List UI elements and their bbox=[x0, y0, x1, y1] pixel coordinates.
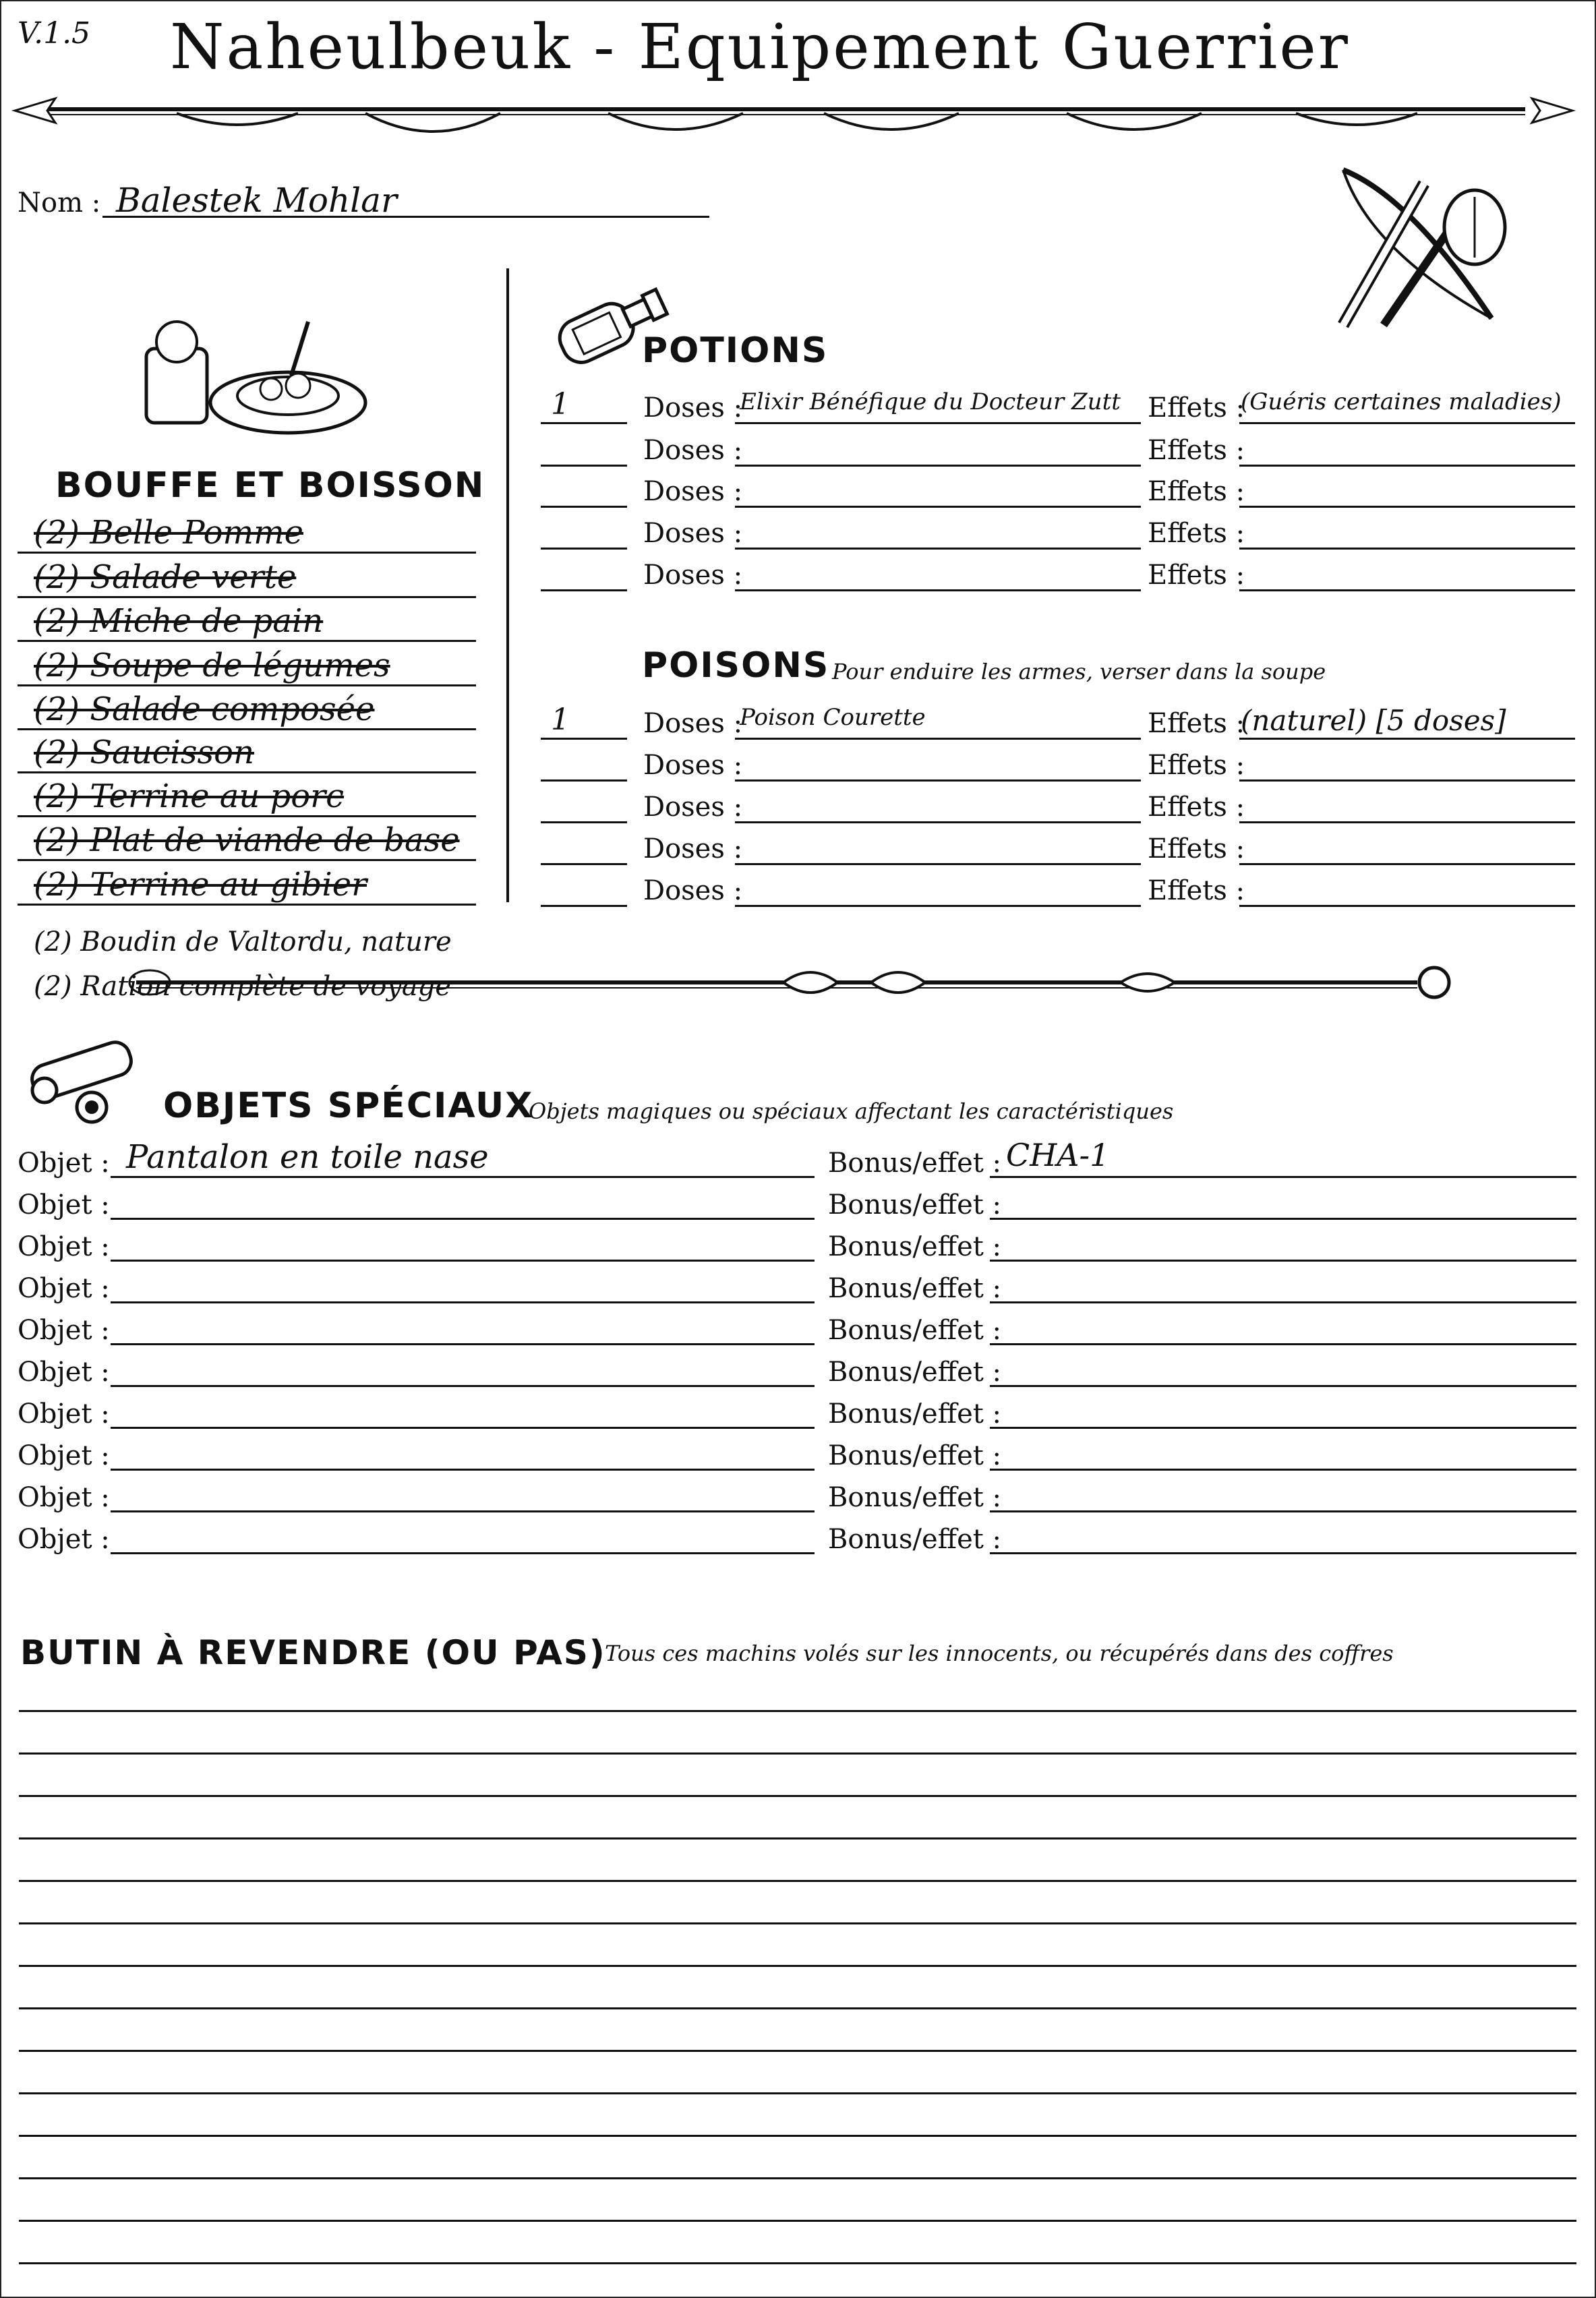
butin-line[interactable] bbox=[19, 1880, 1576, 1882]
bonus-underline bbox=[990, 1218, 1576, 1220]
name-underline bbox=[735, 863, 1141, 865]
name-underline bbox=[735, 821, 1141, 823]
qty-underline bbox=[541, 905, 627, 907]
bonus-label: Bonus/effet : bbox=[828, 1482, 1002, 1513]
objet-underline bbox=[111, 1176, 815, 1178]
version-label: V.1.5 bbox=[18, 16, 91, 51]
objet-label: Objet : bbox=[18, 1357, 110, 1388]
bonus-label: Bonus/effet : bbox=[828, 1189, 1002, 1220]
food-item[interactable]: (2) Terrine au porc bbox=[34, 777, 345, 815]
nom-field[interactable]: Balestek Mohlar bbox=[116, 181, 397, 220]
bouffe-title: BOUFFE ET BOISSON bbox=[55, 465, 485, 506]
food-item[interactable]: (2) Saucisson bbox=[34, 734, 254, 771]
doses-label: Doses : bbox=[643, 833, 743, 864]
bonus-label: Bonus/effet : bbox=[828, 1357, 1002, 1388]
objet-label: Objet : bbox=[18, 1148, 110, 1179]
food-item-underline bbox=[18, 596, 476, 598]
objet-label: Objet : bbox=[18, 1482, 110, 1513]
bonus-underline bbox=[990, 1510, 1576, 1512]
qty-field[interactable]: 1 bbox=[551, 703, 570, 737]
qty-underline bbox=[541, 779, 627, 782]
doses-label: Doses : bbox=[643, 392, 743, 423]
objet-underline bbox=[111, 1469, 815, 1471]
doses-label: Doses : bbox=[643, 518, 743, 549]
effet-underline bbox=[1239, 506, 1575, 508]
effet-underline bbox=[1239, 821, 1575, 823]
qty-underline bbox=[541, 589, 627, 591]
effet-underline bbox=[1239, 738, 1575, 740]
butin-line[interactable] bbox=[19, 1795, 1576, 1797]
objet-label: Objet : bbox=[18, 1398, 110, 1430]
objet-field[interactable]: Pantalon en toile nase bbox=[126, 1138, 489, 1176]
name-underline bbox=[735, 465, 1141, 467]
food-item-underline bbox=[18, 728, 476, 730]
qty-underline bbox=[541, 738, 627, 740]
bonus-label: Bonus/effet : bbox=[828, 1524, 1002, 1555]
effet-underline bbox=[1239, 779, 1575, 782]
objet-label: Objet : bbox=[18, 1440, 110, 1471]
butin-title: BUTIN À REVENDRE (OU PAS) bbox=[20, 1633, 606, 1672]
name-underline bbox=[735, 589, 1141, 591]
objet-label: Objet : bbox=[18, 1524, 110, 1555]
bonus-underline bbox=[990, 1176, 1576, 1178]
qty-underline bbox=[541, 465, 627, 467]
butin-line[interactable] bbox=[19, 2220, 1576, 2222]
potions-name-field[interactable]: Elixir Bénéfique du Docteur Zutt bbox=[740, 388, 1121, 415]
effet-underline bbox=[1239, 863, 1575, 865]
food-item[interactable]: (2) Salade verte bbox=[34, 558, 297, 596]
butin-line[interactable] bbox=[19, 2135, 1576, 2137]
effets-label: Effets : bbox=[1148, 750, 1245, 781]
food-item[interactable]: (2) Soupe de légumes bbox=[34, 647, 390, 684]
qty-underline bbox=[541, 422, 627, 424]
effets-label: Effets : bbox=[1148, 560, 1245, 591]
objet-underline bbox=[111, 1343, 815, 1345]
bonus-underline bbox=[990, 1343, 1576, 1345]
bonus-label: Bonus/effet : bbox=[828, 1148, 1002, 1179]
objet-underline bbox=[111, 1301, 815, 1303]
bonus-label: Bonus/effet : bbox=[828, 1315, 1002, 1346]
scroll-ring-icon bbox=[18, 1033, 159, 1127]
crossed-weapons-icon bbox=[1330, 156, 1532, 345]
objet-label: Objet : bbox=[18, 1231, 110, 1262]
bonus-underline bbox=[990, 1301, 1576, 1303]
food-item-underline bbox=[18, 771, 476, 773]
doses-label: Doses : bbox=[643, 875, 743, 906]
staff-divider-icon bbox=[123, 955, 1465, 1009]
doses-label: Doses : bbox=[643, 560, 743, 591]
qty-underline bbox=[541, 821, 627, 823]
food-item[interactable]: (2) Terrine au gibier bbox=[34, 866, 367, 904]
nom-label: Nom : bbox=[18, 187, 101, 218]
effet-underline bbox=[1239, 422, 1575, 424]
effet-field[interactable]: (naturel) [5 doses] bbox=[1241, 704, 1506, 737]
effets-label: Effets : bbox=[1148, 875, 1245, 906]
doses-label: Doses : bbox=[643, 708, 743, 739]
name-underline bbox=[735, 548, 1141, 550]
doses-label: Doses : bbox=[643, 792, 743, 823]
bonus-label: Bonus/effet : bbox=[828, 1273, 1002, 1304]
bonus-underline bbox=[990, 1469, 1576, 1471]
objets-subtitle: Objets magiques ou spéciaux affectant les caractéristiques bbox=[529, 1098, 1174, 1124]
food-item[interactable]: (2) Ration complète de voyage bbox=[34, 971, 452, 1002]
butin-line[interactable] bbox=[19, 2262, 1576, 2264]
food-item-underline bbox=[18, 904, 476, 906]
food-item[interactable]: (2) Salade composée bbox=[34, 690, 375, 728]
butin-line[interactable] bbox=[19, 2092, 1576, 2094]
qty-underline bbox=[541, 548, 627, 550]
spear-divider-icon bbox=[15, 89, 1586, 143]
doses-label: Doses : bbox=[643, 435, 743, 466]
effets-label: Effets : bbox=[1148, 792, 1245, 823]
butin-line[interactable] bbox=[19, 1710, 1576, 1712]
name-underline bbox=[735, 738, 1141, 740]
name-underline bbox=[735, 422, 1141, 424]
butin-line[interactable] bbox=[19, 2177, 1576, 2179]
objets-title: OBJETS SPÉCIAUX bbox=[163, 1086, 534, 1126]
effets-label: Effets : bbox=[1148, 833, 1245, 864]
bonus-field[interactable]: CHA-1 bbox=[1006, 1137, 1110, 1173]
butin-line[interactable] bbox=[19, 2007, 1576, 2009]
poisons-name-field[interactable]: Poison Courette bbox=[740, 704, 926, 731]
objet-underline bbox=[111, 1427, 815, 1429]
objet-label: Objet : bbox=[18, 1315, 110, 1346]
food-item-underline bbox=[18, 859, 476, 861]
effets-label: Effets : bbox=[1148, 518, 1245, 549]
effets-label: Effets : bbox=[1148, 476, 1245, 507]
effets-label: Effets : bbox=[1148, 708, 1245, 739]
bonus-label: Bonus/effet : bbox=[828, 1398, 1002, 1430]
effets-label: Effets : bbox=[1148, 435, 1245, 466]
qty-underline bbox=[541, 863, 627, 865]
objet-underline bbox=[111, 1510, 815, 1512]
poisons-subtitle: Pour enduire les armes, verser dans la soupe bbox=[832, 659, 1326, 684]
poisons-title: POISONS bbox=[642, 645, 830, 686]
objet-label: Objet : bbox=[18, 1189, 110, 1220]
bonus-underline bbox=[990, 1385, 1576, 1387]
food-plate-icon bbox=[140, 308, 369, 436]
doses-label: Doses : bbox=[643, 750, 743, 781]
name-underline bbox=[735, 779, 1141, 782]
effet-underline bbox=[1239, 465, 1575, 467]
potions-title: POTIONS bbox=[642, 330, 829, 371]
butin-line[interactable] bbox=[19, 1922, 1576, 1924]
objet-underline bbox=[111, 1552, 815, 1554]
food-item[interactable]: (2) Plat de viande de base bbox=[34, 821, 460, 859]
objet-underline bbox=[111, 1385, 815, 1387]
effet-underline bbox=[1239, 589, 1575, 591]
food-item[interactable]: (2) Miche de pain bbox=[34, 602, 324, 640]
bonus-underline bbox=[990, 1260, 1576, 1262]
food-item[interactable]: (2) Boudin de Valtordu, nature bbox=[34, 926, 452, 958]
effet-field[interactable]: (Guéris certaines maladies) bbox=[1241, 388, 1562, 415]
butin-line[interactable] bbox=[19, 1965, 1576, 1967]
page-title: Naheulbeuk - Equipement Guerrier bbox=[170, 11, 1350, 83]
food-item[interactable]: (2) Belle Pomme bbox=[34, 514, 303, 552]
objet-label: Objet : bbox=[18, 1273, 110, 1304]
food-item-underline bbox=[18, 552, 476, 554]
name-underline bbox=[735, 905, 1141, 907]
bonus-underline bbox=[990, 1427, 1576, 1429]
objet-underline bbox=[111, 1260, 815, 1262]
butin-subtitle: Tous ces machins volés sur les innocents, ou récupérés dans des coffres bbox=[605, 1641, 1394, 1666]
doses-label: Doses : bbox=[643, 476, 743, 507]
column-divider bbox=[506, 268, 509, 902]
effet-underline bbox=[1239, 548, 1575, 550]
butin-line[interactable] bbox=[19, 1837, 1576, 1839]
qty-underline bbox=[541, 506, 627, 508]
food-item-underline bbox=[18, 684, 476, 686]
food-item-underline bbox=[18, 640, 476, 642]
bonus-label: Bonus/effet : bbox=[828, 1440, 1002, 1471]
qty-field[interactable]: 1 bbox=[551, 387, 570, 421]
effets-label: Effets : bbox=[1148, 392, 1245, 423]
butin-line[interactable] bbox=[19, 2050, 1576, 2052]
bonus-label: Bonus/effet : bbox=[828, 1231, 1002, 1262]
food-item-underline bbox=[18, 815, 476, 817]
name-underline bbox=[735, 506, 1141, 508]
effet-underline bbox=[1239, 905, 1575, 907]
objet-underline bbox=[111, 1218, 815, 1220]
bonus-underline bbox=[990, 1552, 1576, 1554]
butin-line[interactable] bbox=[19, 1752, 1576, 1755]
